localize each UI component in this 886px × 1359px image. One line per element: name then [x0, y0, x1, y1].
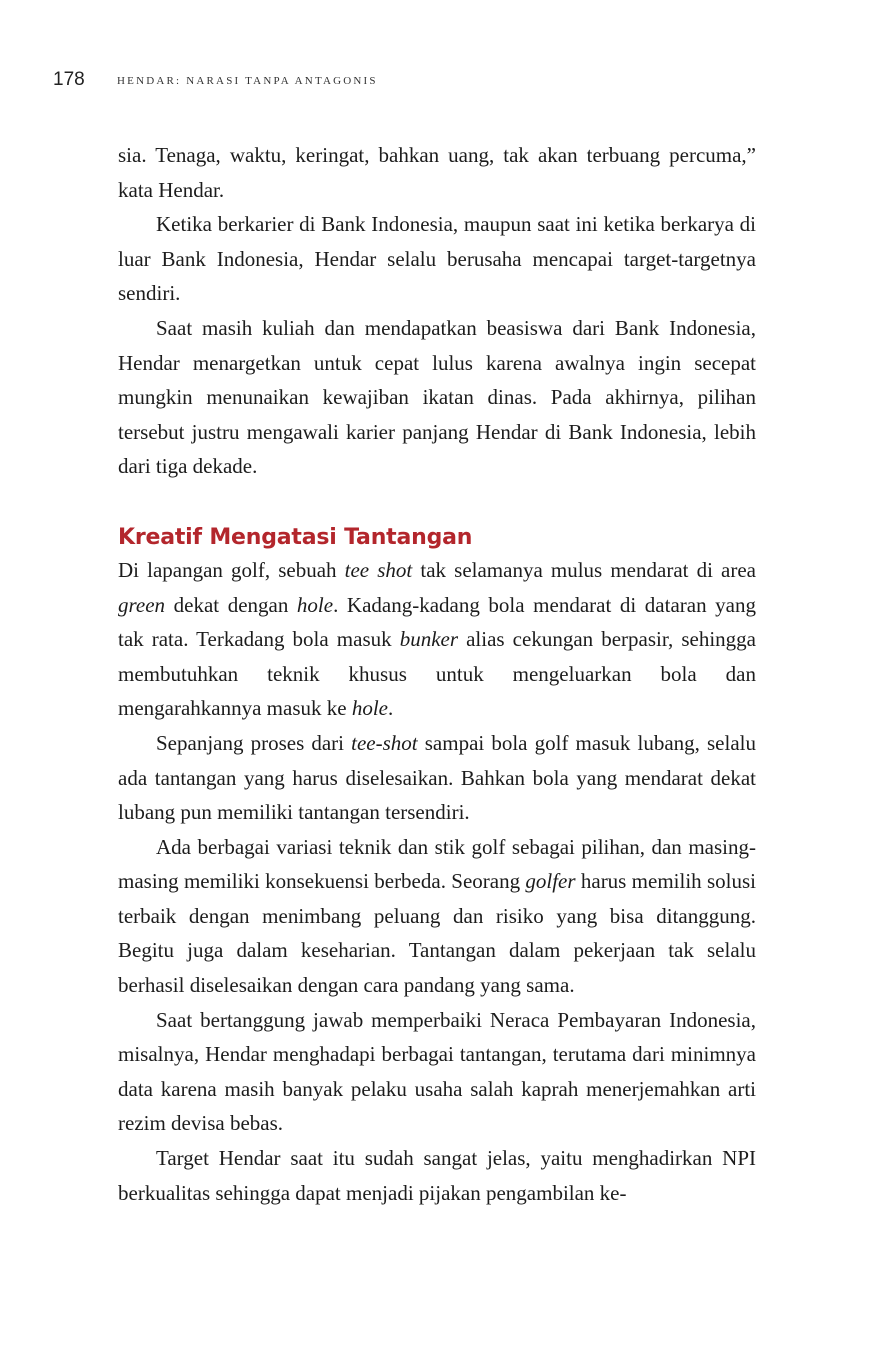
- text-run: Ada berbagai variasi teknik dan stik golf sebagai pilihan, dan masing-masing memiliki konsekuensi berbeda. Seorang: [118, 834, 756, 894]
- italic-term: golfer: [525, 869, 576, 894]
- text-run: tak selamanya mulus mendarat di area: [412, 557, 756, 582]
- page-number: 178: [53, 69, 85, 90]
- italic-term: bunker: [399, 627, 459, 652]
- text-run: Sepanjang proses dari: [156, 730, 352, 755]
- running-head: HENDAR: NARASI TANPA ANTAGONIS: [117, 75, 378, 87]
- paragraph: Saat bertanggung jawab memperbaiki Neraca Pembayaran Indonesia, misalnya, Hendar menghadapi berbagai tantangan, terutama dari minimnya data karena masih banyak pelaku usaha salah kaprah menerjemahkan arti rezim devisa bebas.: [118, 1007, 756, 1136]
- paragraph: sia. Tenaga, waktu, keringat, bahkan uang, tak akan terbuang percuma,” kata Hendar.: [118, 143, 756, 202]
- paragraph: Target Hendar saat itu sudah sangat jelas, yaitu menghadirkan NPI berkualitas sehingga dapat menjadi pijakan pengambilan ke-: [118, 1146, 756, 1205]
- paragraph: [118, 830, 756, 1003]
- paragraph: [118, 726, 756, 830]
- italic-term: tee-shot: [351, 730, 418, 755]
- page-header: [0, 66, 886, 94]
- italic-term: tee shot: [344, 557, 413, 582]
- text-run: .: [388, 696, 394, 721]
- body-text: [118, 138, 756, 1210]
- italic-term: hole: [296, 592, 334, 617]
- section-heading: Kreatif Mengatasi Tantangan: [118, 524, 473, 550]
- text-run: . Kadang-kadang bola mendarat di dataran yang tak rata. Terkadang bola masuk: [118, 592, 756, 652]
- paragraph: Saat masih kuliah dan mendapatkan beasiswa dari Bank Indonesia, Hendar menargetkan untuk cepat lulus karena awalnya ingin secepat mungkin menunaikan kewajiban ikatan dinas. Pada akhirnya, pilihan tersebut justru mengawali karier panjang Hendar di Bank Indonesia, lebih dari tiga dekade.: [118, 315, 756, 479]
- text-run: dekat dengan: [165, 592, 297, 617]
- text-run: sampai bola golf masuk lubang, selalu ada tantangan yang harus diselesaikan. Bahkan bola yang mendarat dekat lubang pun memiliki tantangan tersendiri.: [118, 730, 756, 825]
- paragraph: Ketika berkarier di Bank Indonesia, maupun saat ini ketika berkarya di luar Bank Indonesia, Hendar selalu berusaha mencapai target-targetnya sendiri.: [118, 212, 756, 306]
- text-run: alias cekungan berpasir, sehingga membutuhkan teknik khusus untuk mengeluarkan bola dan mengarahkannya masuk ke: [118, 627, 756, 721]
- italic-term: hole: [351, 696, 388, 721]
- text-run: harus memilih solusi terbaik dengan menimbang peluang dan risiko yang bisa ditanggung. Begitu juga dalam keseharian. Tantangan dalam pekerjaan tak selalu berhasil diselesaikan dengan cara pandang yang sama.: [118, 869, 756, 998]
- text-run: Di lapangan golf, sebuah: [118, 557, 345, 582]
- italic-term: green: [118, 592, 166, 617]
- paragraph: [118, 553, 756, 726]
